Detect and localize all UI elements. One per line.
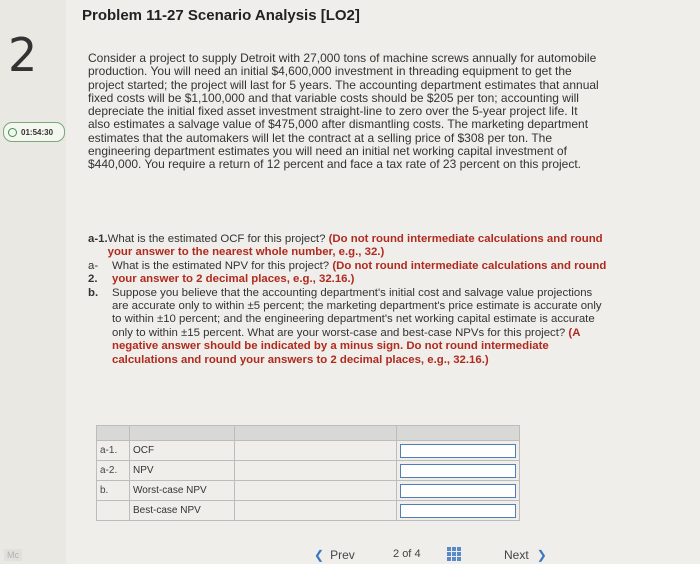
answer-label: NPV (130, 461, 235, 481)
answer-row-ocf (97, 441, 520, 461)
page-of: of (402, 548, 412, 560)
questions (88, 233, 608, 367)
question-b-text: Suppose you believe that the accounting department's initial cost and salvage value projections are accurate only to within ±5 percent; the marketing department's price estimate is accurate only to within ±10 percent; and the engineering department's net working capital estimate is accurate only to within ±15 percent. What are your worst-case and best-case NPVs for this project? (112, 286, 602, 339)
next-button[interactable] (504, 548, 547, 562)
answer-label: Worst-case NPV (130, 481, 235, 501)
page-title: Problem 11-27 Scenario Analysis [LO2] (82, 7, 360, 24)
question-a1-text: What is the estimated OCF for this project? (107, 233, 326, 245)
question-b (88, 287, 608, 367)
problem-body: Consider a project to supply Detroit with 27,000 tons of machine screws annually for automobile production. You will need an initial $4,600,000 investment in threading equipment to get the project started; the project will last for 5 years. The accounting department estimates that annual fixed costs will be $1,100,000 and that variable costs should be $205 per ton; accounting will depreciate the initial fixed asset investment straight-line to zero over the 5-year project life. It also estimates a salvage value of $475,000 after dismantling costs. The marketing department estimates that the automakers will let the contract at a selling price of $308 per ton. The engineering department estimates you will need an initial net working capital investment of $440,000. You require a return of 12 percent and face a tax rate of 23 percent on this project. (88, 51, 599, 172)
best-case-npv-input[interactable] (400, 504, 516, 518)
timer[interactable] (3, 122, 65, 142)
clock-icon (8, 128, 17, 137)
answer-part: a-1. (97, 441, 130, 461)
question-a2 (88, 260, 608, 287)
mc-badge: Mc (4, 549, 22, 561)
answer-part: a-2. (97, 461, 130, 481)
question-b-label: b. (88, 286, 99, 299)
answer-row-npv (97, 461, 520, 481)
page-current: 2 (393, 548, 400, 560)
question-b-note: (A negative answer should be indicated by a minus sign. Do not round intermediate calculations and round your answers to 2 decimal places, e.g., 32.16.) (112, 326, 581, 366)
chevron-left-icon: ❮ (314, 548, 325, 562)
question-a2-note: (Do not round intermediate calculations and round your answer to 2 decimal places, e.g., 32.16.) (112, 259, 607, 286)
left-rail (0, 0, 66, 564)
answer-table (96, 425, 520, 521)
answer-table-header (97, 426, 520, 441)
answer-part (97, 501, 130, 521)
answer-part: b. (97, 481, 130, 501)
page-total: 4 (414, 548, 421, 560)
ocf-input[interactable] (400, 444, 516, 458)
question-a2-text: What is the estimated NPV for this project? (112, 259, 330, 272)
answer-label: OCF (130, 441, 235, 461)
next-label: Next (504, 548, 529, 562)
question-a1 (88, 233, 608, 260)
page-indicator (393, 548, 421, 560)
question-number: 2 (8, 28, 38, 82)
grid-icon[interactable] (447, 547, 461, 561)
prev-label: Prev (330, 548, 355, 562)
question-a2-label: a- (88, 259, 99, 272)
question-a1-note: (Do not round intermediate calculations and round your answer to the nearest whole number, e.g., 32.) (107, 233, 603, 259)
timer-value: 01:54:30 (21, 127, 54, 137)
prev-button[interactable] (314, 548, 355, 562)
question-a1-label: a-1. (88, 233, 108, 245)
question-a2-label-num: 2. (88, 273, 98, 286)
answer-row-worst-case (97, 481, 520, 501)
npv-input[interactable] (400, 464, 516, 478)
chevron-right-icon: ❯ (536, 548, 547, 562)
answer-row-best-case (97, 501, 520, 521)
worst-case-npv-input[interactable] (400, 484, 516, 498)
answer-label: Best-case NPV (130, 501, 235, 521)
